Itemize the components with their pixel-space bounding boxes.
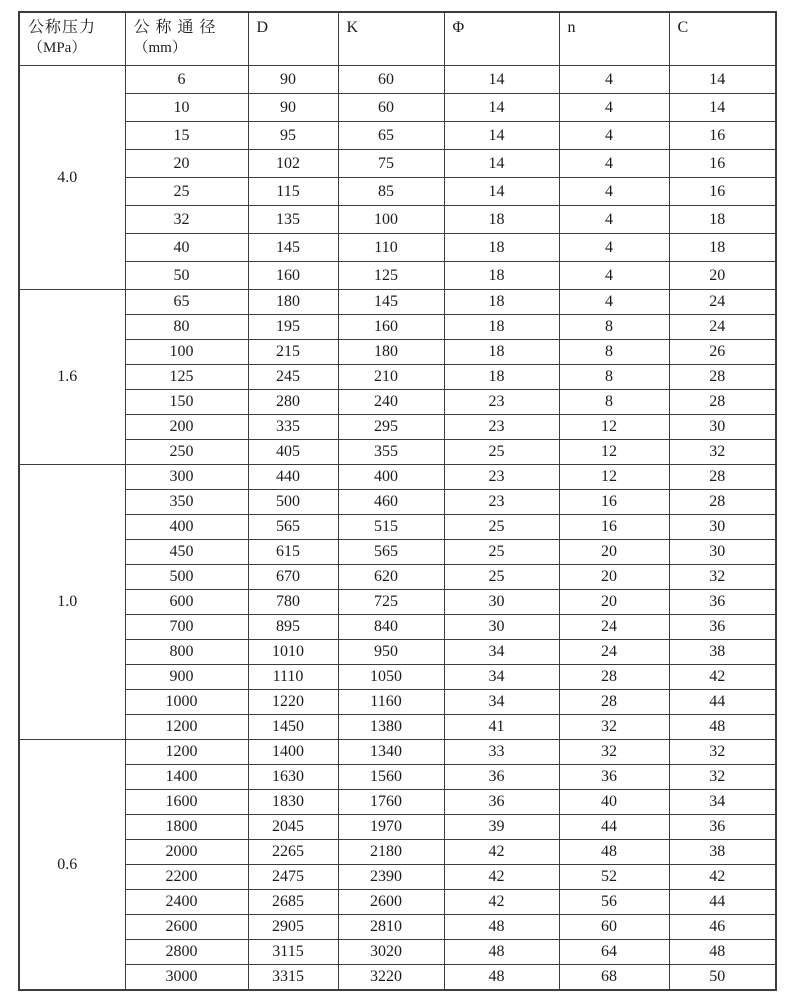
col-header-pressure-title: 公称压力 — [28, 19, 97, 36]
table-cell: 600 — [125, 590, 248, 615]
table-cell: 8 — [559, 340, 669, 365]
table-cell: 840 — [338, 615, 444, 640]
table-cell: 725 — [338, 590, 444, 615]
col-header-diameter-unit: （mm） — [133, 40, 187, 56]
table-cell: 215 — [248, 340, 338, 365]
table-cell: 42 — [669, 865, 776, 890]
table-cell: 2600 — [338, 890, 444, 915]
col-header-n — [559, 12, 669, 66]
table-row — [19, 690, 776, 715]
table-cell: 18 — [444, 206, 559, 234]
table-cell: 2045 — [248, 815, 338, 840]
table-cell: 28 — [669, 465, 776, 490]
table-row — [19, 565, 776, 590]
table-cell: 90 — [248, 94, 338, 122]
table-cell: 12 — [559, 465, 669, 490]
table-row — [19, 640, 776, 665]
table-cell: 500 — [125, 565, 248, 590]
table-cell: 33 — [444, 740, 559, 765]
table-cell: 30 — [669, 540, 776, 565]
table-cell: 23 — [444, 465, 559, 490]
table-cell: 80 — [125, 315, 248, 340]
table-cell: 1400 — [248, 740, 338, 765]
table-cell: 1600 — [125, 790, 248, 815]
table-cell: 1010 — [248, 640, 338, 665]
table-cell: 4 — [559, 262, 669, 290]
col-header-diameter — [125, 12, 248, 66]
table-row — [19, 440, 776, 465]
table-cell: 180 — [338, 340, 444, 365]
col-header-pressure — [19, 12, 125, 66]
col-header-k-title: K — [346, 19, 360, 36]
table-cell: 14 — [444, 122, 559, 150]
table-cell: 1160 — [338, 690, 444, 715]
table-cell: 900 — [125, 665, 248, 690]
table-cell: 18 — [444, 290, 559, 315]
table-cell: 670 — [248, 565, 338, 590]
table-cell: 30 — [669, 415, 776, 440]
table-row — [19, 94, 776, 122]
table-cell: 195 — [248, 315, 338, 340]
table-cell: 1830 — [248, 790, 338, 815]
col-header-phi-title: Φ — [452, 19, 466, 36]
table-row — [19, 815, 776, 840]
table-row — [19, 315, 776, 340]
table-cell: 36 — [559, 765, 669, 790]
table-cell: 16 — [669, 122, 776, 150]
table-cell: 4 — [559, 178, 669, 206]
table-cell: 32 — [125, 206, 248, 234]
table-cell: 2000 — [125, 840, 248, 865]
table-cell: 1970 — [338, 815, 444, 840]
table-cell: 32 — [669, 440, 776, 465]
flange-dimension-table — [18, 11, 777, 991]
table-cell: 240 — [338, 390, 444, 415]
table-row — [19, 465, 776, 490]
table-body — [19, 66, 776, 991]
table-cell: 36 — [669, 615, 776, 640]
table-cell: 34 — [444, 690, 559, 715]
table-cell: 24 — [559, 640, 669, 665]
table-cell: 515 — [338, 515, 444, 540]
table-header — [19, 12, 776, 66]
table-cell: 23 — [444, 490, 559, 515]
table-cell: 150 — [125, 390, 248, 415]
table-cell: 4 — [559, 94, 669, 122]
table-cell: 16 — [669, 178, 776, 206]
table-cell: 1560 — [338, 765, 444, 790]
table-cell: 28 — [559, 690, 669, 715]
table-cell: 2600 — [125, 915, 248, 940]
table-row — [19, 390, 776, 415]
table-cell: 48 — [444, 915, 559, 940]
table-cell: 34 — [444, 665, 559, 690]
table-row — [19, 178, 776, 206]
table-cell: 2905 — [248, 915, 338, 940]
table-cell: 4 — [559, 150, 669, 178]
table-cell: 20 — [559, 565, 669, 590]
col-header-c-title: C — [677, 19, 690, 36]
table-row — [19, 865, 776, 890]
table-cell: 2475 — [248, 865, 338, 890]
table-cell: 102 — [248, 150, 338, 178]
table-cell: 145 — [338, 290, 444, 315]
table-cell: 42 — [444, 865, 559, 890]
col-header-k — [338, 12, 444, 66]
table-row — [19, 262, 776, 290]
table-cell: 160 — [338, 315, 444, 340]
table-cell: 65 — [338, 122, 444, 150]
table-cell: 40 — [559, 790, 669, 815]
table-cell: 34 — [669, 790, 776, 815]
table-cell: 32 — [669, 765, 776, 790]
table-cell: 14 — [669, 66, 776, 94]
table-row — [19, 790, 776, 815]
table-cell: 400 — [338, 465, 444, 490]
table-cell: 2810 — [338, 915, 444, 940]
table-cell: 4 — [559, 66, 669, 94]
col-header-n-title: n — [567, 19, 577, 36]
table-cell: 24 — [669, 290, 776, 315]
table-cell: 4 — [559, 122, 669, 150]
table-cell: 2800 — [125, 940, 248, 965]
table-cell: 295 — [338, 415, 444, 440]
table-cell: 1630 — [248, 765, 338, 790]
table-cell: 36 — [444, 765, 559, 790]
table-cell: 565 — [338, 540, 444, 565]
table-cell: 30 — [444, 615, 559, 640]
table-cell: 60 — [338, 66, 444, 94]
table-row — [19, 890, 776, 915]
pressure-cell: 0.6 — [19, 740, 125, 991]
table-cell: 2180 — [338, 840, 444, 865]
table-cell: 14 — [444, 94, 559, 122]
table-cell: 250 — [125, 440, 248, 465]
col-header-pressure-unit: （MPa） — [28, 40, 87, 56]
table-cell: 20 — [125, 150, 248, 178]
table-cell: 42 — [444, 890, 559, 915]
table-cell: 14 — [669, 94, 776, 122]
table-cell: 160 — [248, 262, 338, 290]
table-cell: 1200 — [125, 715, 248, 740]
table-cell: 145 — [248, 234, 338, 262]
table-row — [19, 206, 776, 234]
table-cell: 32 — [559, 715, 669, 740]
table-row — [19, 490, 776, 515]
table-cell: 10 — [125, 94, 248, 122]
table-cell: 280 — [248, 390, 338, 415]
table-cell: 40 — [125, 234, 248, 262]
table-cell: 780 — [248, 590, 338, 615]
table-row — [19, 940, 776, 965]
pressure-cell: 4.0 — [19, 66, 125, 290]
table-cell: 36 — [669, 815, 776, 840]
table-cell: 39 — [444, 815, 559, 840]
table-cell: 44 — [669, 690, 776, 715]
table-row — [19, 590, 776, 615]
table-cell: 180 — [248, 290, 338, 315]
table-cell: 1400 — [125, 765, 248, 790]
table-cell: 8 — [559, 315, 669, 340]
table-cell: 1760 — [338, 790, 444, 815]
table-cell: 23 — [444, 415, 559, 440]
table-cell: 2685 — [248, 890, 338, 915]
table-cell: 4 — [559, 234, 669, 262]
pressure-cell: 1.6 — [19, 290, 125, 465]
table-cell: 28 — [669, 490, 776, 515]
table-cell: 1380 — [338, 715, 444, 740]
table-cell: 30 — [444, 590, 559, 615]
table-cell: 950 — [338, 640, 444, 665]
table-cell: 1220 — [248, 690, 338, 715]
table-cell: 28 — [669, 390, 776, 415]
table-cell: 36 — [444, 790, 559, 815]
table-row — [19, 150, 776, 178]
table-cell: 450 — [125, 540, 248, 565]
table-cell: 2200 — [125, 865, 248, 890]
table-cell: 1200 — [125, 740, 248, 765]
table-cell: 12 — [559, 415, 669, 440]
table-cell: 14 — [444, 178, 559, 206]
table-cell: 24 — [669, 315, 776, 340]
table-cell: 36 — [669, 590, 776, 615]
table-row — [19, 915, 776, 940]
table-cell: 15 — [125, 122, 248, 150]
col-header-c — [669, 12, 776, 66]
table-cell: 125 — [338, 262, 444, 290]
table-cell: 355 — [338, 440, 444, 465]
table-row — [19, 740, 776, 765]
table-row — [19, 665, 776, 690]
table-cell: 14 — [444, 150, 559, 178]
table-cell: 1450 — [248, 715, 338, 740]
table-cell: 615 — [248, 540, 338, 565]
table-cell: 48 — [559, 840, 669, 865]
table-cell: 1800 — [125, 815, 248, 840]
table-cell: 14 — [444, 66, 559, 94]
table-cell: 18 — [444, 340, 559, 365]
table-cell: 200 — [125, 415, 248, 440]
table-cell: 60 — [338, 94, 444, 122]
table-cell: 75 — [338, 150, 444, 178]
table-cell: 30 — [669, 515, 776, 540]
table-cell: 32 — [669, 740, 776, 765]
table-cell: 85 — [338, 178, 444, 206]
table-cell: 52 — [559, 865, 669, 890]
table-cell: 700 — [125, 615, 248, 640]
table-cell: 26 — [669, 340, 776, 365]
table-cell: 28 — [669, 365, 776, 390]
table-cell: 1110 — [248, 665, 338, 690]
table-cell: 2390 — [338, 865, 444, 890]
table-cell: 48 — [444, 940, 559, 965]
table-cell: 3000 — [125, 965, 248, 991]
table-row — [19, 234, 776, 262]
table-cell: 23 — [444, 390, 559, 415]
table-cell: 90 — [248, 66, 338, 94]
pressure-cell: 1.0 — [19, 465, 125, 740]
table-cell: 115 — [248, 178, 338, 206]
table-cell: 300 — [125, 465, 248, 490]
table-cell: 16 — [559, 490, 669, 515]
table-row — [19, 122, 776, 150]
table-row — [19, 965, 776, 991]
table-cell: 620 — [338, 565, 444, 590]
table-cell: 3315 — [248, 965, 338, 991]
table-cell: 1050 — [338, 665, 444, 690]
table-cell: 46 — [669, 915, 776, 940]
table-cell: 68 — [559, 965, 669, 991]
col-header-phi — [444, 12, 559, 66]
table-cell: 64 — [559, 940, 669, 965]
table-cell: 25 — [125, 178, 248, 206]
table-row — [19, 715, 776, 740]
table-cell: 20 — [669, 262, 776, 290]
table-cell: 65 — [125, 290, 248, 315]
table-cell: 405 — [248, 440, 338, 465]
table-cell: 18 — [669, 206, 776, 234]
table-cell: 20 — [559, 540, 669, 565]
table-cell: 41 — [444, 715, 559, 740]
table-cell: 44 — [669, 890, 776, 915]
table-cell: 565 — [248, 515, 338, 540]
table-cell: 38 — [669, 840, 776, 865]
col-header-diameter-title: 公 称 通 径 — [133, 19, 217, 36]
table-cell: 32 — [669, 565, 776, 590]
table-cell: 56 — [559, 890, 669, 915]
table-cell: 16 — [559, 515, 669, 540]
table-cell: 125 — [125, 365, 248, 390]
table-cell: 440 — [248, 465, 338, 490]
table-cell: 3115 — [248, 940, 338, 965]
table-cell: 400 — [125, 515, 248, 540]
table-cell: 42 — [444, 840, 559, 865]
table-cell: 460 — [338, 490, 444, 515]
table-cell: 1340 — [338, 740, 444, 765]
table-cell: 34 — [444, 640, 559, 665]
table-cell: 48 — [444, 965, 559, 991]
table-cell: 350 — [125, 490, 248, 515]
table-cell: 32 — [559, 740, 669, 765]
table-row — [19, 340, 776, 365]
table-cell: 6 — [125, 66, 248, 94]
table-cell: 50 — [669, 965, 776, 991]
table-row — [19, 365, 776, 390]
table-cell: 18 — [444, 365, 559, 390]
table-cell: 25 — [444, 565, 559, 590]
col-header-d — [248, 12, 338, 66]
table-row — [19, 765, 776, 790]
table-cell: 245 — [248, 365, 338, 390]
table-row — [19, 840, 776, 865]
table-row — [19, 290, 776, 315]
table-cell: 18 — [444, 262, 559, 290]
table-cell: 2265 — [248, 840, 338, 865]
table-cell: 800 — [125, 640, 248, 665]
table-cell: 20 — [559, 590, 669, 615]
table-cell: 48 — [669, 715, 776, 740]
table-cell: 8 — [559, 390, 669, 415]
table-row — [19, 515, 776, 540]
table-cell: 210 — [338, 365, 444, 390]
header-row — [19, 12, 776, 66]
table-cell: 100 — [338, 206, 444, 234]
table-cell: 38 — [669, 640, 776, 665]
table-cell: 100 — [125, 340, 248, 365]
table-cell: 500 — [248, 490, 338, 515]
table-cell: 3020 — [338, 940, 444, 965]
table-cell: 44 — [559, 815, 669, 840]
col-header-d-title: D — [256, 19, 270, 36]
table-cell: 18 — [444, 315, 559, 340]
table-cell: 335 — [248, 415, 338, 440]
table-cell: 4 — [559, 290, 669, 315]
table-cell: 895 — [248, 615, 338, 640]
table-cell: 16 — [669, 150, 776, 178]
table-cell: 110 — [338, 234, 444, 262]
table-cell: 95 — [248, 122, 338, 150]
table-cell: 28 — [559, 665, 669, 690]
table-cell: 2400 — [125, 890, 248, 915]
table-cell: 60 — [559, 915, 669, 940]
table-cell: 12 — [559, 440, 669, 465]
table-row — [19, 415, 776, 440]
table-cell: 18 — [444, 234, 559, 262]
table-cell: 4 — [559, 206, 669, 234]
table-cell: 1000 — [125, 690, 248, 715]
table-row — [19, 615, 776, 640]
table-cell: 135 — [248, 206, 338, 234]
table-cell: 48 — [669, 940, 776, 965]
table-cell: 25 — [444, 515, 559, 540]
table-cell: 24 — [559, 615, 669, 640]
table-row — [19, 540, 776, 565]
table-cell: 3220 — [338, 965, 444, 991]
table-cell: 25 — [444, 440, 559, 465]
table-cell: 50 — [125, 262, 248, 290]
table-cell: 8 — [559, 365, 669, 390]
table-cell: 18 — [669, 234, 776, 262]
table-cell: 42 — [669, 665, 776, 690]
table-cell: 25 — [444, 540, 559, 565]
table-row — [19, 66, 776, 94]
